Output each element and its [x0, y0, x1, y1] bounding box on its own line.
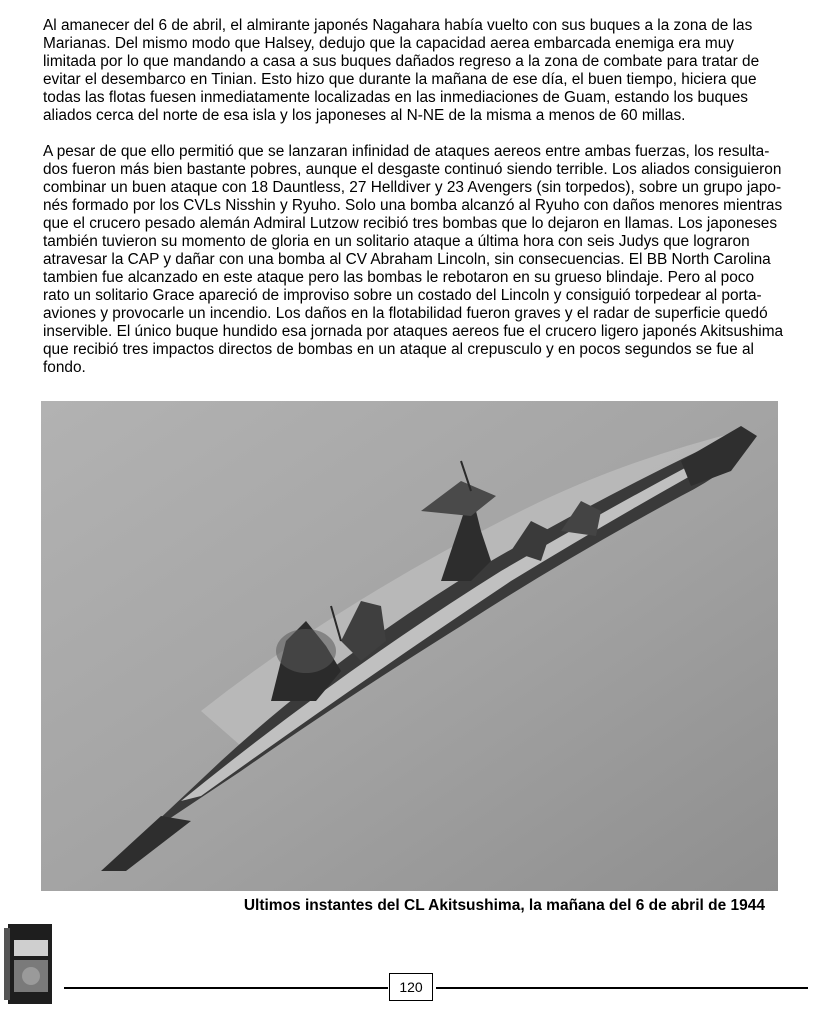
- paragraph-2: A pesar de que ello permitió que se lanzaran infinidad de ataques aereos entre ambas fuerzas, los resulta- dos fueron más bien bastante pobres, aunque el desgaste continuó siendo terrible. Los aliados consiguieron combinar un buen ataque con 18 Dauntless, 27 Helldiver y 23 Avengers (sin torpedos), sobre un grupo japo- nés formado por los CVLs Nisshin y Ryuho. Solo una bomba alcanzó al Ryuho con daños menores mientras que el crucero pesado alemán Admiral Lutzow recibió tres bombas que lo dejaron en llamas. Los japoneses también tuvieron su momento de gloria en un solitario ataque a última hora con seis Judys que lograron atravesar la CAP y dañar con una bomba al CV Abraham Lincoln, sin consecuencias. El BB North Carolina tambien fue alcanzado en este ataque pero las bombas le rebotaron en su grueso blindaje. Pero al poco rato un solitario Grace apareció de improviso sobre un costado del Lincoln y consiguió torpedear al porta- aviones y provocarle un incendio. Los daños en la flotabilidad fueron graves y el radar de superficie quedó inservible. El único buque hundido esa jornada por ataques aereos fue el crucero ligero japonés Akitsushima que recibió tres impactos directos de bombas en un ataque al crepusculo y en pocos segundos se fue al fondo.: [43, 143, 784, 376]
- game-box-icon: [4, 924, 56, 1004]
- body-text: [43, 17, 798, 377]
- footer-rule-right: [436, 987, 808, 989]
- sinking-cruiser-photo: [41, 401, 778, 891]
- game-box-thumbnail: [4, 924, 56, 1004]
- photo-illustration: [41, 401, 778, 891]
- photo-caption: Ultimos instantes del CL Akitsushima, la mañana del 6 de abril de 1944: [243, 897, 765, 914]
- paragraph-1: Al amanecer del 6 de abril, el almirante japonés Nagahara había vuelto con sus buques a la zona de las Marianas. Del mismo modo que Halsey, dedujo que la capacidad aerea embarcada enemiga era muy limitada por lo que mandando a casa a sus buques dañados regreso a la zona de combate para tratar de evitar el desembarco en Tinian. Esto hizo que durante la mañana de ese día, el buen tiempo, hiciera que todas las flotas fuesen inmediatamente localizadas en las inmediaciones de Guam, estando los buques aliados cerca del norte de esa isla y los japoneses al N-NE de la misma a menos de 60 millas.: [43, 17, 760, 124]
- footer-rule-left: [64, 987, 388, 989]
- page-number: 120: [389, 973, 433, 1001]
